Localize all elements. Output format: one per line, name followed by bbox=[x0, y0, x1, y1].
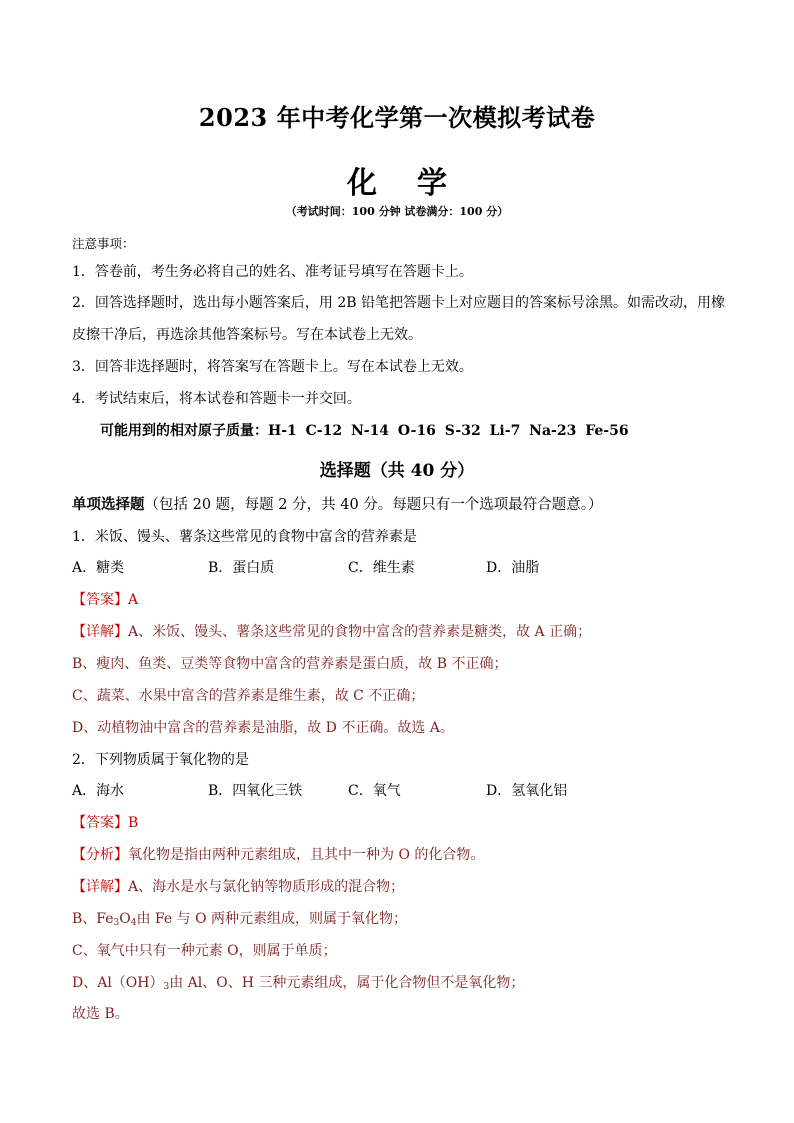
q2-detail-4-sub: 3 bbox=[163, 982, 170, 992]
note-item-2-line-2: 皮擦干净后，再选涂其他答案标号。写在本试卷上无效。 bbox=[72, 327, 422, 343]
q2-conclusion: 故选 B。 bbox=[72, 1006, 129, 1022]
q1-detail-3: C、蔬菜、水果中富含的营养素是维生素，故 C 不正确； bbox=[72, 688, 425, 704]
q2-detail-label: 【详解】 bbox=[72, 879, 128, 895]
q2-detail-4-pre: D、Al（OH） bbox=[72, 975, 164, 991]
subject-title bbox=[0, 158, 794, 202]
q2-detail-2-post: 由 Fe 与 O 两种元素组成，则属于氧化物； bbox=[136, 911, 407, 927]
section-instruction bbox=[72, 496, 732, 514]
q2-detail-2-sub-2: 4 bbox=[130, 918, 137, 928]
q2-analysis bbox=[72, 846, 732, 864]
notes-heading: 注意事项： bbox=[72, 236, 135, 251]
atomic-mass-line: 可能用到的相对原子质量：H-1 C-12 N-14 O-16 S-32 Li-7 Na-23 Fe-56 bbox=[100, 423, 629, 439]
q2-detail-2 bbox=[72, 910, 732, 932]
subject-char-1: 化 bbox=[347, 166, 377, 201]
q1-detail-1 bbox=[72, 623, 732, 641]
q1-option-b: B．蛋白质 bbox=[208, 560, 275, 576]
note-item-1: 1．答卷前，考生务必将自己的姓名、准考证号填写在答题卡上。 bbox=[72, 264, 473, 280]
q1-answer-value: A bbox=[128, 592, 139, 608]
instruction-bold: 单项选择题 bbox=[72, 496, 145, 513]
q2-detail-2-mid: O bbox=[119, 911, 131, 927]
q1-answer-label: 【答案】 bbox=[72, 592, 128, 608]
note-item-2-line-1: 2．回答选择题时，选出每小题答案后，用 2B 铅笔把答题卡上对应题目的答案标号涂黑。如需改动，用橡 bbox=[72, 295, 726, 311]
question-1-stem: 1．米饭、馒头、薯条这些常见的食物中富含的营养素是 bbox=[72, 529, 417, 545]
subject-char-2: 学 bbox=[417, 166, 447, 201]
q2-answer bbox=[72, 814, 732, 832]
exam-info: （考试时间：100 分钟 试卷满分：100 分） bbox=[285, 205, 509, 218]
q1-detail-label: 【详解】 bbox=[72, 624, 128, 640]
note-item-4: 4．考试结束后，将本试卷和答题卡一并交回。 bbox=[72, 391, 361, 407]
q2-detail-1 bbox=[72, 878, 732, 896]
q2-answer-label: 【答案】 bbox=[72, 815, 128, 831]
q2-detail-1-text: A、海水是水与氯化钠等物质形成的混合物； bbox=[128, 879, 405, 895]
q2-analysis-text: 氧化物是指由两种元素组成，且其中一种为 O 的化合物。 bbox=[128, 847, 485, 863]
q2-option-c: C．氧气 bbox=[348, 783, 401, 799]
instruction-rest: （包括 20 题，每题 2 分，共 40 分。每题只有一个选项最符合题意。） bbox=[144, 497, 603, 513]
q2-detail-3: C、氧气中只有一种元素 O，则属于单质； bbox=[72, 943, 337, 959]
q1-option-c: C．维生素 bbox=[348, 560, 415, 576]
q1-detail-4: D、动植物油中富含的营养素是油脂，故 D 不正确。故选 A。 bbox=[72, 720, 454, 736]
q1-detail-1-text: A、米饭、馒头、薯条这些常见的食物中富含的营养素是糖类，故 A 正确； bbox=[128, 624, 592, 640]
note-item-3: 3．回答非选择题时，将答案写在答题卡上。写在本试卷上无效。 bbox=[72, 359, 473, 375]
q1-answer bbox=[72, 591, 732, 609]
q2-answer-value: B bbox=[128, 815, 139, 831]
section-title: 选择题（共 40 分） bbox=[319, 461, 475, 481]
q2-detail-2-pre: B、Fe bbox=[72, 911, 114, 927]
q1-option-d: D．油脂 bbox=[486, 560, 540, 576]
q2-detail-2-sub-1: 3 bbox=[113, 918, 120, 928]
question-2-stem: 2．下列物质属于氧化物的是 bbox=[72, 752, 249, 768]
q2-analysis-label: 【分析】 bbox=[72, 847, 128, 863]
q2-detail-4 bbox=[72, 974, 732, 996]
q2-option-d: D．氢氧化铝 bbox=[486, 783, 568, 799]
q1-detail-2: B、瘦肉、鱼类、豆类等食物中富含的营养素是蛋白质，故 B 不正确； bbox=[72, 656, 508, 672]
q1-option-a: A．糖类 bbox=[72, 560, 125, 576]
exam-title: 2023 年中考化学第一次模拟考试卷 bbox=[198, 103, 596, 132]
q2-option-a: A．海水 bbox=[72, 783, 125, 799]
q2-detail-4-post: 由 Al、O、H 三种元素组成，属于化合物但不是氧化物； bbox=[169, 975, 525, 991]
q2-option-b: B．四氧化三铁 bbox=[208, 783, 303, 799]
